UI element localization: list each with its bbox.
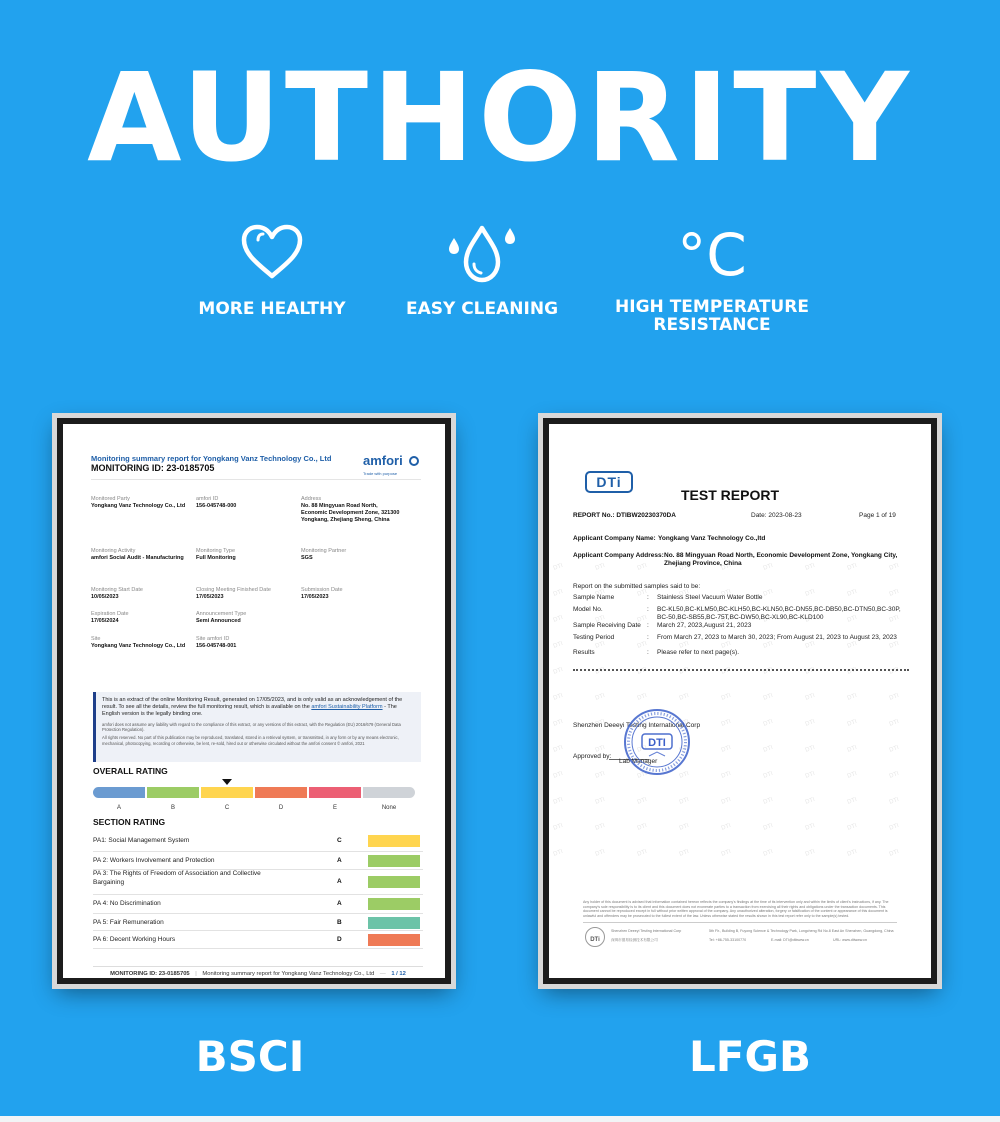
lfgb-document xyxy=(549,424,931,978)
bsci-caption: BSCI xyxy=(195,1032,305,1081)
section-rating-row xyxy=(93,895,423,914)
report-number: REPORT No.: DTIBW20230370DA xyxy=(573,512,676,519)
fingerprint-icon xyxy=(409,456,419,466)
field-expiration-date xyxy=(91,611,186,625)
section-grade: A xyxy=(337,857,342,864)
section-grade: D xyxy=(337,936,342,943)
monitoring-id: MONITORING ID: 23-0185705 xyxy=(91,463,215,473)
rating-segment-b xyxy=(147,787,199,798)
field-label: Address xyxy=(301,496,322,502)
footer-email: E-mail: DTI@dtiwww.cn xyxy=(771,938,809,942)
rating-letter: None xyxy=(381,805,397,811)
field-value: 17/05/2024 xyxy=(91,618,119,624)
note-text: This is an extract of the online Monitoring Result, generated on 17/05/2023, and is only valid as an acknowledgement of the result. To see all the details, review the full monitoring result, which is available on the xyxy=(102,697,403,711)
field-monitoring-partner xyxy=(301,548,401,562)
rating-segment-a xyxy=(93,787,145,798)
section-label: PA 2: Workers Involvement and Protection xyxy=(93,857,215,864)
field-monitored-party xyxy=(91,496,186,510)
field-label: Submission Date xyxy=(301,587,343,593)
section-label: PA 3: The Rights of Freedom of Association and Collective Bargaining xyxy=(93,870,261,886)
footer-tel: Tel: +86-755-33100770 xyxy=(709,938,747,942)
field-value: Full Monitoring xyxy=(196,555,236,561)
report-page: Page 1 of 19 xyxy=(859,512,896,519)
fine-print-disclaimer: Any holder of this document is advised that information contained hereon reflects the company's findings at the time of its intervention only and within the limits of client's instructions, if any. The company's sole responsibility is to its client and this document does not exonerate parties to a transaction from exercising all their rights and obligations under the transaction documents. This document cannot be reproduced except in full without prior written approval of the company. Any unauthorized alteration, forgery or falsification of the content or appearance of this document is unlawful and offenders may be prosecuted to the fullest extent of the law. Unless otherwise stated the results shown in this test report refer only to the sample(s) tested. xyxy=(583,900,889,918)
field-label: Expiration Date xyxy=(91,611,129,617)
field-value: 156-045748-000 xyxy=(196,503,237,509)
lab-name: Shenzhen Deeeyi Testing International Corp xyxy=(573,722,701,729)
sample-info-label: Sample Name xyxy=(573,594,615,601)
report-date: Date: 2023-08-23 xyxy=(751,512,802,519)
report-title: TEST REPORT xyxy=(681,487,780,503)
header-divider xyxy=(91,479,421,480)
field-label: Monitored Party xyxy=(91,496,130,502)
footer-text: Monitoring summary report for Yongkang Vanz Technology Co., Ltd xyxy=(202,971,375,977)
section-rating-row xyxy=(93,914,423,931)
field-label: Site xyxy=(91,636,101,642)
rating-letter: A xyxy=(116,805,121,811)
field-monitoring-activity xyxy=(91,548,186,562)
section-label: PA 5: Fair Remuneration xyxy=(93,919,164,926)
footer-logo xyxy=(585,927,605,947)
report-footer: MONITORING ID: 23-0185705 | Monitoring summary report for Yongkang Vanz Technology Co., Ltd — 1 / 12 xyxy=(93,966,423,977)
sample-info-colon: : xyxy=(647,594,649,601)
sample-info-value: Please refer to next page(s). xyxy=(657,649,740,656)
footer-url: URL: www.dtiwww.cn xyxy=(833,938,867,942)
lab-manager-label: Lab Manager xyxy=(619,758,658,765)
applicant-name-label: Applicant Company Name: xyxy=(573,535,656,542)
rating-segment-e xyxy=(309,787,361,798)
footer-address: 5th Flr., Building B, Fuyong Science & Technology Park, Longcheng Rd No.8 East An Shenzhen, Guangdong, China xyxy=(709,929,894,933)
dti-logo xyxy=(585,471,633,493)
sample-info-value: March 27, 2023,August 21, 2023 xyxy=(657,622,752,629)
section-grade-swatch xyxy=(368,898,420,910)
section-rating-title: SECTION RATING xyxy=(93,817,166,827)
field-value: 156-045748-001 xyxy=(196,643,237,649)
rating-letter: D xyxy=(278,805,284,811)
footer-logo-text: DTi xyxy=(590,937,600,943)
sample-info-value: Stainless Steel Vacuum Water Bottle xyxy=(657,594,763,601)
lfgb-certificate-frame xyxy=(543,418,937,984)
section-label: PA 6: Decent Working Hours xyxy=(93,936,176,943)
field-value: Yongkang Vanz Technology Co., Ltd xyxy=(91,503,186,509)
feature-label: EASY CLEANING xyxy=(405,299,559,319)
section-grade: B xyxy=(337,919,342,926)
feature-label: MORE HEALTHY xyxy=(198,299,346,319)
approved-by-label: Approved by: xyxy=(573,753,612,760)
feature-high-temperature xyxy=(582,222,842,334)
section-grade-swatch xyxy=(368,876,420,888)
rating-segment-d xyxy=(255,787,307,798)
amfori-logo xyxy=(363,452,423,476)
field-start-date xyxy=(91,587,186,601)
field-value: No. 88 Mingyuan Road North, Economic Development Zone, 321300 Yongkang, Zhejiang Sheng, China xyxy=(301,503,400,523)
overall-rating-title: OVERALL RATING xyxy=(93,766,168,776)
sustainability-platform-link[interactable]: amfori Sustainability Platform xyxy=(311,704,383,711)
rating-marker-icon xyxy=(222,779,232,785)
sample-info-value: From March 27, 2023 to March 30, 2023; From August 21, 2023 to August 23, 2023 xyxy=(657,634,897,641)
sample-info-label: Model No. xyxy=(573,606,603,613)
section-label: PA 4: No Discrimination xyxy=(93,900,161,907)
field-value: amfori Social Audit - Manufacturing xyxy=(91,555,184,561)
section-grade-swatch xyxy=(368,934,420,946)
applicant-name: Yongkang Vanz Technology Co.,ltd xyxy=(658,535,766,542)
field-announcement-type xyxy=(196,611,291,625)
field-address xyxy=(301,496,401,524)
section-grade-swatch xyxy=(368,917,420,929)
dti-stamp-seal xyxy=(621,706,693,778)
rating-segment-c xyxy=(201,787,253,798)
field-label: Announcement Type xyxy=(196,611,247,617)
rating-letter: E xyxy=(332,805,337,811)
stamp-text: DTI xyxy=(648,737,666,749)
sample-info-value: BC-KL50,BC-KLM50,BC-KLH50,BC-KLN50,BC-DN55,BC-DB50,BC-DTN50,BC-30P, BC-50,BC-SB55,BC-75T,BC-DW50,BC-XL90,BC-KLD100 xyxy=(657,606,901,621)
note-rights: All rights reserved. No part of this publication may be reproduced, translated, stored in a retrieval system, or transmitted, in any form or by any means electronic, mechanical, photocopying, recording or otherwise, be lent, re-sold, hired out or otherwise circulated without the amfori consent © amfori, 2021 xyxy=(102,735,399,746)
section-rating-row xyxy=(93,931,423,949)
field-site xyxy=(91,636,191,650)
sample-info-colon: : xyxy=(647,606,649,613)
sample-info-colon: : xyxy=(647,634,649,641)
field-label: Monitoring Activity xyxy=(91,548,136,554)
footer-company: Shenzhen Deeeyi Testing International Corp xyxy=(611,929,682,933)
field-value: SGS xyxy=(301,555,313,561)
report-header-title: Monitoring summary report for Yongkang Vanz Technology Co., Ltd xyxy=(91,454,332,463)
sample-info-label: Results xyxy=(573,649,595,656)
footer-page-number: 1 / 12 xyxy=(391,971,406,977)
disclaimer-note xyxy=(93,692,421,762)
dti-logo-text: DTi xyxy=(596,474,622,490)
celsius-icon: °C xyxy=(677,221,747,289)
water-drop-icon xyxy=(442,222,522,286)
field-label: Monitoring Type xyxy=(196,548,236,554)
field-value: Yongkang Vanz Technology Co., Ltd xyxy=(91,643,186,649)
section-grade: A xyxy=(337,878,342,885)
bsci-certificate-frame xyxy=(57,418,451,984)
field-label: amfori ID xyxy=(196,496,219,502)
page-title: AUTHORITY xyxy=(87,47,913,189)
field-label: Closing Meeting Finished Date xyxy=(196,587,271,593)
section-label: PA1: Social Management System xyxy=(93,837,190,844)
section-rating-row xyxy=(93,852,423,870)
sample-info-label: Sample Receiving Date xyxy=(573,622,641,629)
sample-info-colon: : xyxy=(647,622,649,629)
rating-segment-none xyxy=(363,787,415,798)
field-label: Monitoring Partner xyxy=(301,548,347,554)
field-value: Semi Announced xyxy=(196,618,241,624)
sample-info-colon: : xyxy=(647,649,649,656)
field-submission-date xyxy=(301,587,401,601)
report-intro: Report on the submitted samples said to be: xyxy=(573,583,701,590)
field-value: 17/05/2023 xyxy=(301,594,329,600)
section-grade-swatch xyxy=(368,835,420,847)
field-amfori-id xyxy=(196,496,291,510)
field-label: Site amfori ID xyxy=(196,636,230,642)
watermark-pattern xyxy=(549,424,931,978)
section-rating-row xyxy=(93,870,423,895)
section-grade: A xyxy=(337,900,342,907)
footer-company-cn: 深圳市德易检测技术有限公司 xyxy=(611,938,658,942)
applicant-address-label: Applicant Company Address: xyxy=(573,552,664,559)
amfori-tagline: Trade with purpose xyxy=(363,471,398,476)
lfgb-caption: LFGB xyxy=(689,1032,811,1081)
bsci-document xyxy=(63,424,445,978)
field-value: 17/05/2023 xyxy=(196,594,224,600)
section-grade-swatch xyxy=(368,855,420,867)
field-closing-date xyxy=(196,587,296,601)
field-site-amfori-id xyxy=(196,636,291,650)
field-monitoring-type xyxy=(196,548,291,562)
applicant-address: No. 88 Mingyuan Road North, Economic Development Zone, Yongkang City, Zhejiang Province, China xyxy=(664,552,898,567)
feature-label: HIGH TEMPERATURE RESISTANCE xyxy=(615,297,809,335)
rating-letter: C xyxy=(224,805,230,811)
field-value: 10/05/2023 xyxy=(91,594,119,600)
section-grade: C xyxy=(337,837,342,844)
amfori-brand: amfori xyxy=(363,453,403,468)
note-text: - The English version is the legally binding one. xyxy=(102,704,397,718)
feature-easy-cleaning xyxy=(352,222,612,318)
footer-id: MONITORING ID: 23-0185705 xyxy=(110,971,190,977)
note-main xyxy=(102,697,415,719)
dotted-divider xyxy=(573,669,909,671)
heart-icon xyxy=(238,222,306,282)
sample-info-label: Testing Period xyxy=(573,634,615,641)
footer-divider xyxy=(583,922,897,923)
section-rating-row xyxy=(93,832,423,852)
rating-letter: B xyxy=(170,805,175,811)
field-label: Monitoring Start Date xyxy=(91,587,143,593)
note-liability: amfori does not assume any liability with regard to the compliance of this extract, or any versions of this extract, with the Regulation (EU) 2016/679 (General Data Protection Regulation). xyxy=(102,721,401,733)
